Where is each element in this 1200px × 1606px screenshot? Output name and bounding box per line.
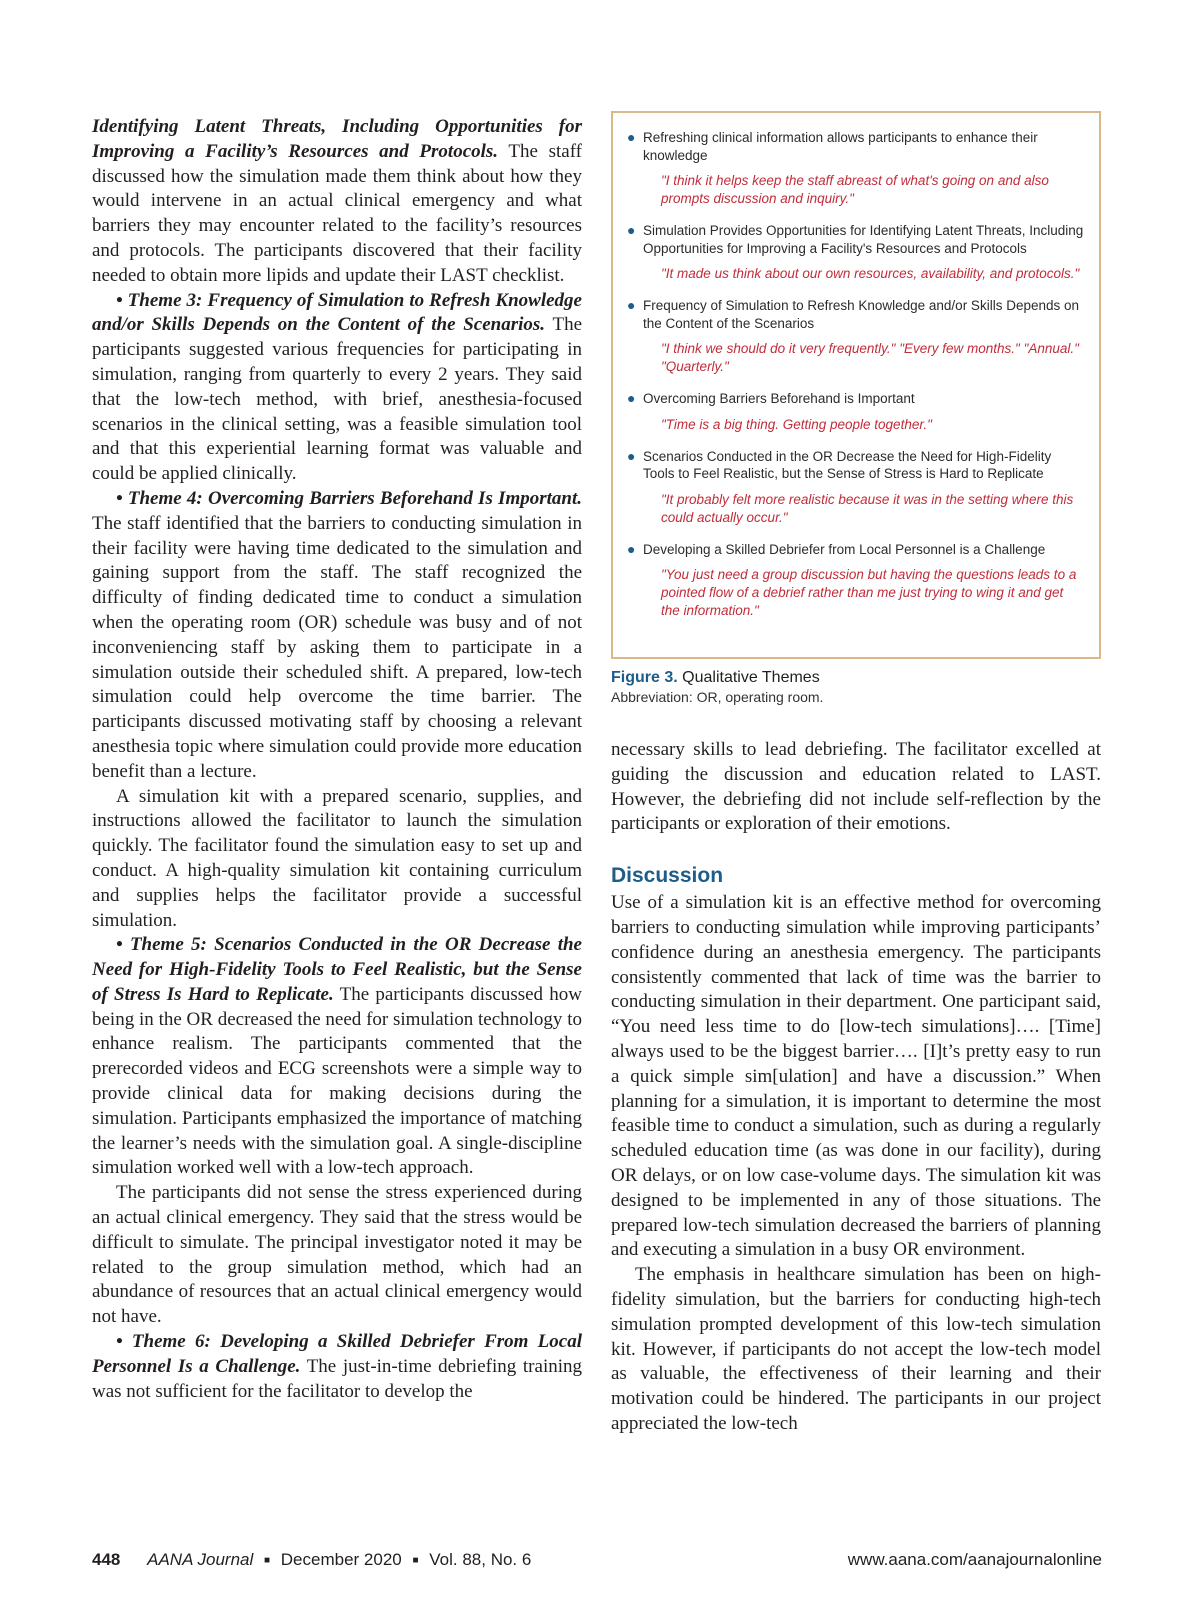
theme-lead: • Theme 5: Scenarios Conducted in the OR Decrease the Need for High-Fidelity Tools to Feel Realistic, but the Sense of Stress Is Hard to Replicate. [92,934,582,1005]
theme-item [627,222,1085,283]
paragraph [92,115,582,289]
paragraph-text: The participants suggested various frequencies for participating in simulation, ranging from quarterly to every 2 years. They said that the low-tech method, with brief, anesthesia-focused scenarios in the clinical setting, was a feasible simulation tool and that this experiential learning format was valuable and could be applied clinically. [92,314,582,485]
page-footer [92,1550,1102,1572]
theme-quote: "You just need a group discussion but having the questions leads to a pointed flow of a debrief rather than me just trying to wing it and get the information." [661,567,1077,618]
figure-3-box [611,111,1101,659]
journal-url: www.aana.com/aanajournalonline [847,1550,1102,1569]
page-number: 448 [92,1550,121,1569]
theme-lead: Identifying Latent Threats, Including Opportunities for Improving a Facility’s Resources and Protocols. [92,116,582,162]
theme-item [627,448,1085,527]
theme-item [627,129,1085,208]
caption-label: Figure 3. [611,669,678,686]
paragraph-text: The just-in-time debriefing training was not sufficient for the facilitator to develop the [92,1355,582,1402]
theme-title: Scenarios Conducted in the OR Decrease the Need for High-Fidelity Tools to Feel Realistic, but the Sense of Stress is Hard to Replicate [643,448,1052,481]
theme-item [627,390,1085,434]
separator-icon: ■ [412,1555,419,1566]
paragraph-text: The staff discussed how the simulation made them think about how they would intervene in an actual clinical emergency and what barriers they may encounter related to the facility’s resources and protocols. The participants discovered that their facility needed to obtain more lipids and update their LAST checklist. [92,140,583,286]
figure-caption [611,668,1101,706]
theme-title: Simulation Provides Opportunities for Identifying Latent Threats, Including Opportunities for Improving a Facility's Resources and Protocols [643,223,1084,256]
theme-lead: • Theme 3: Frequency of Simulation to Refresh Knowledge and/or Skills Depends on the Content of the Scenarios. [92,289,582,336]
issue-date: December 2020 [280,1550,402,1569]
theme-item [627,297,1085,376]
paragraph [92,289,582,487]
paragraph: A simulation kit with a prepared scenario, supplies, and instructions allowed the facilitator to launch the simulation quickly. The facilitator found the simulation easy to set up and conduct. A high-quality simulation kit containing curriculum and supplies helps the facilitator provide a successful simulation. [92,785,582,931]
journal-name: AANA Journal [147,1550,254,1569]
paragraph: Use of a simulation kit is an effective method for overcoming barriers to conducting simulation while improving participants’ confidence during an anesthesia emergency. The participants consistently commented that lack of time was the barrier to conducting simulation in their department. One participant said, “You need less time to do [low-tech simulations]…. [Time] always used to be the biggest barrier…. [I]t’s pretty easy to run a quick simple sim[ulation] and have a discussion.” When planning for a simulation, it is important to determine the most feasible time to conduct a simulation, such as during a regularly scheduled education time (as was done in our facility), during OR delays, or on low case-volume days. The simulation kit was designed to be implemented in any of those situations. The prepared low-tech simulation decreased the barriers of planning and executing a simulation in a busy OR environment. [611,892,1101,1261]
theme-title: Refreshing clinical information allows participants to enhance their knowledge [643,130,1038,163]
bullet-icon: ● [627,540,636,557]
theme-quote: "It made us think about our own resources, availability, and protocols." [661,266,1080,281]
theme-lead: • Theme 4: Overcoming Barriers Beforehand Is Important. [116,487,582,509]
theme-title: Frequency of Simulation to Refresh Knowledge and/or Skills Depends on the Content of the Scenarios [643,298,1079,331]
theme-quote: "It probably felt more realistic because it was in the setting where this could actually occur." [661,491,1074,525]
paragraph: The emphasis in healthcare simulation has been on high-fidelity simulation, but the barriers for conducting high-tech simulation prompted development of this low-tech simulation kit. However, if participants do not accept the low-tech model as valuable, the effectiveness of their learning and their motivation could be hindered. The participants in our project appreciated the low-tech [611,1264,1101,1434]
paragraph [92,1330,582,1404]
paragraph-text: The participants discussed how being in the OR decreased the need for simulation technology to enhance realism. The participants commented that the prerecorded videos and ECG screenshots were a simple way to provide clinical data for making decisions during the simulation. Participants emphasized the importance of matching the learner’s needs with the simulation goal. A single-discipline simulation worked well with a low-tech approach. [92,983,582,1179]
bullet-icon: ● [627,447,636,464]
theme-quote: "I think it helps keep the staff abreast of what's going on and also prompts discussion and inquiry." [661,173,1049,206]
right-column [611,738,1101,1437]
paragraph [92,487,582,785]
bullet-icon: ● [627,222,636,238]
bullet-icon: ● [627,129,636,145]
volume: Vol. 88, No. 6 [429,1550,532,1569]
paragraph: The participants did not sense the stress experienced during an actual clinical emergency. They said that the stress would be difficult to simulate. The principal investigator noted it may be related to the group simulation method, which had an abundance of resources that an actual clinical emergency would not have. [92,1182,582,1328]
bullet-icon: ● [627,297,636,313]
paragraph: necessary skills to lead debriefing. The facilitator excelled at guiding the discussion and education related to LAST. However, the debriefing did not include self-reflection by the participants or exploration of their emotions. [611,739,1101,835]
caption-abbreviation: Abbreviation: OR, operating room. [611,689,824,705]
section-heading: Discussion [611,864,724,888]
theme-item [627,541,1085,621]
bullet-icon: ● [627,390,636,406]
left-column [92,115,582,1404]
paragraph [92,933,582,1181]
theme-title: Overcoming Barriers Beforehand is Important [643,391,915,406]
theme-quote: "I think we should do it very frequently." "Every few months." "Annual." "Quarterly." [661,341,1079,374]
caption-title: Qualitative Themes [682,669,820,686]
paragraph-text: The staff identified that the barriers to conducting simulation in their facility were having time dedicated to the simulation and gaining support from the staff. The staff recognized the difficulty of finding dedicated time to conduct a simulation when the operating room (OR) schedule was busy and of not inconveniencing staff by asking them to participate in a simulation outside their scheduled shift. A prepared, low-tech simulation could help overcome the time barrier. The participants discussed motivating staff by choosing a relevant anesthesia topic where simulation could provide more education benefit than a lecture. [92,512,582,782]
theme-lead: • Theme 6: Developing a Skilled Debriefer From Local Personnel Is a Challenge. [92,1331,582,1377]
theme-quote: "Time is a big thing. Getting people together." [661,416,932,432]
separator-icon: ■ [264,1555,271,1566]
theme-title: Developing a Skilled Debriefer from Local Personnel is a Challenge [643,541,1046,557]
